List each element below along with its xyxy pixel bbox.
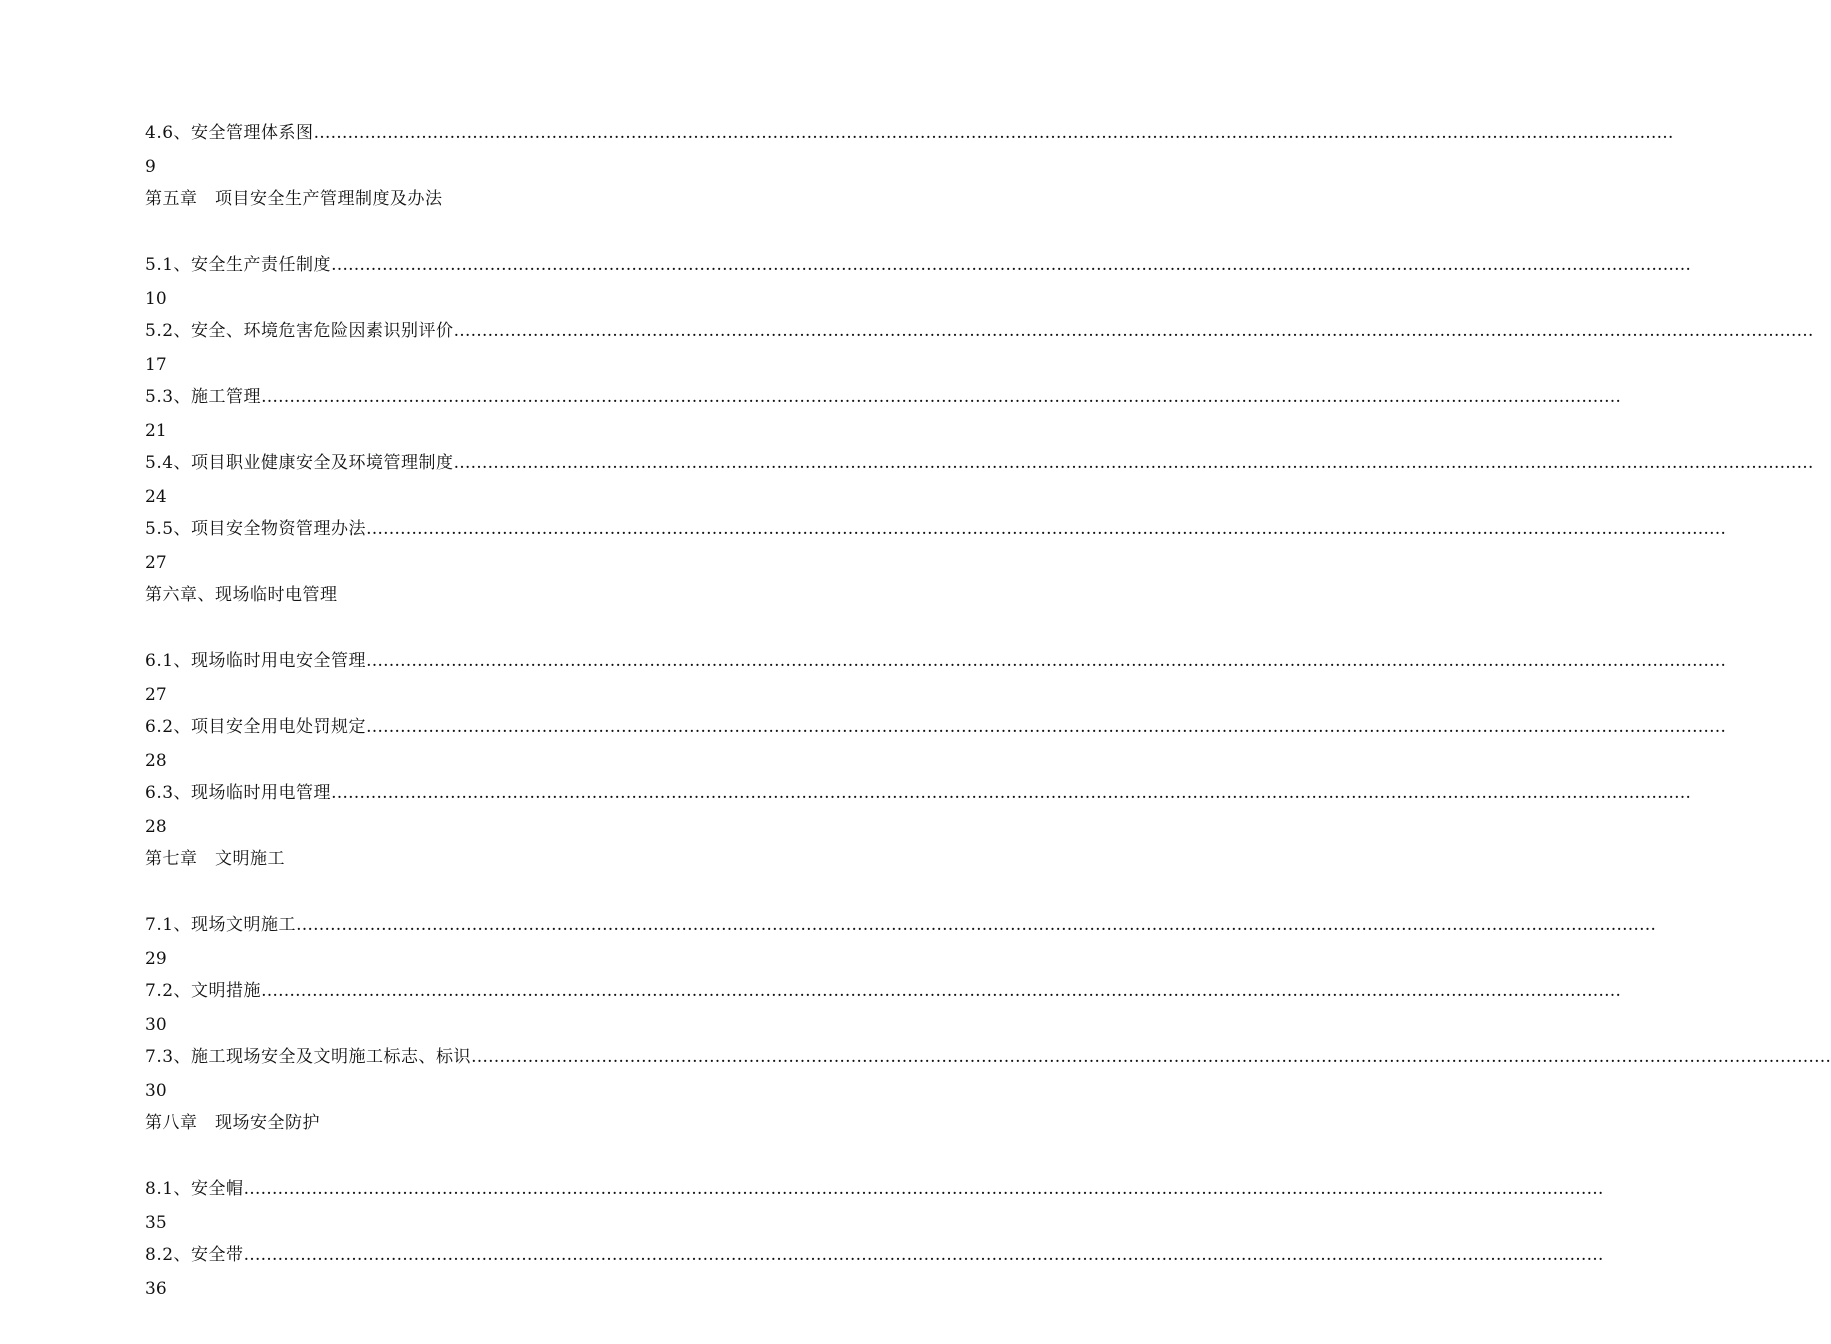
toc-entry[interactable] (145, 382, 1622, 448)
toc-entry[interactable] (145, 316, 1814, 382)
page-number: 28 (145, 751, 167, 771)
entry-title: 6.3、现场临时用电管理 (145, 783, 332, 803)
dot-leader: …………………………………………………………………………………………………………………………………………………………………………………………………………………… (471, 1047, 1831, 1067)
entry-title: 7.2、文明措施 (145, 981, 262, 1001)
dot-leader: …………………………………………………………………………………………………………………………………………………………………………………………………………………… (296, 915, 1657, 935)
toc-entry[interactable] (145, 1240, 1604, 1306)
toc-chapter-heading (145, 844, 847, 910)
page-number: 27 (145, 685, 167, 705)
dot-leader: …………………………………………………………………………………………………………………………………………………………………………………………………………………… (261, 981, 1622, 1001)
toc-chapter-heading (145, 184, 847, 250)
dot-leader: …………………………………………………………………………………………………………………………………………………………………………………………………………………… (331, 783, 1692, 803)
toc-line (145, 778, 1692, 812)
toc-line (145, 910, 1657, 944)
toc-entry[interactable] (145, 448, 1814, 514)
toc-line (145, 316, 1814, 350)
entry-title: 6.2、项目安全用电处罚规定 (145, 717, 367, 737)
toc-line (145, 976, 1622, 1010)
toc-chapter-heading (145, 1108, 847, 1174)
toc-entry[interactable] (145, 1042, 1831, 1108)
page-number: 30 (145, 1015, 167, 1035)
toc-line (145, 1042, 1831, 1076)
toc-line (145, 1108, 847, 1142)
toc-line (145, 580, 847, 614)
toc-entry[interactable] (145, 976, 1622, 1042)
chapter-title: 第八章 现场安全防护 (145, 1113, 320, 1133)
dot-leader: …………………………………………………………………………………………………………………………………………………………………………………………………………………… (243, 1179, 1604, 1199)
dot-leader: …………………………………………………………………………………………………………………………………………………………………………………………………………………… (366, 717, 1727, 737)
toc-line (145, 448, 1814, 482)
dot-leader: …………………………………………………………………………………………………………………………………………………………………………………………………………………… (366, 519, 1727, 539)
page-number: 21 (145, 421, 167, 441)
entry-title: 8.2、安全带 (145, 1245, 244, 1265)
page-number: 30 (145, 1081, 167, 1101)
toc-line (145, 646, 1727, 680)
toc-line (145, 382, 1622, 416)
page-number: 35 (145, 1213, 167, 1233)
page-number: 9 (145, 157, 156, 177)
entry-title: 6.1、现场临时用电安全管理 (145, 651, 367, 671)
page-number: 17 (145, 355, 167, 375)
entry-title: 7.1、现场文明施工 (145, 915, 297, 935)
dot-leader: …………………………………………………………………………………………………………………………………………………………………………………………………………………… (453, 321, 1814, 341)
page-number: 28 (145, 817, 167, 837)
toc-entry[interactable] (145, 712, 1727, 778)
dot-leader: …………………………………………………………………………………………………………………………………………………………………………………………………………………… (261, 387, 1622, 407)
toc-chapter-heading (145, 580, 847, 646)
toc-line (145, 118, 1674, 152)
page-number: 27 (145, 553, 167, 573)
entry-title: 7.3、施工现场安全及文明施工标志、标识 (145, 1047, 472, 1067)
toc-line (145, 712, 1727, 746)
page-number: 24 (145, 487, 167, 507)
entry-title: 5.2、安全、环境危害危险因素识别评价 (145, 321, 454, 341)
toc-entry[interactable] (145, 646, 1727, 712)
toc-line (145, 250, 1692, 284)
dot-leader: …………………………………………………………………………………………………………………………………………………………………………………………………………………… (366, 651, 1727, 671)
toc-entry[interactable] (145, 910, 1657, 976)
entry-title: 8.1、安全帽 (145, 1179, 244, 1199)
entry-title: 5.3、施工管理 (145, 387, 262, 407)
toc-entry[interactable] (145, 250, 1692, 316)
dot-leader: …………………………………………………………………………………………………………………………………………………………………………………………………………………… (313, 123, 1674, 143)
toc-line (145, 514, 1727, 548)
entry-title: 5.1、安全生产责任制度 (145, 255, 332, 275)
toc-entry[interactable] (145, 778, 1692, 844)
entry-title: 5.4、项目职业健康安全及环境管理制度 (145, 453, 454, 473)
toc-entry[interactable] (145, 514, 1727, 580)
table-of-contents (145, 118, 1831, 1306)
toc-line (145, 844, 847, 878)
toc-entry[interactable] (145, 1174, 1604, 1240)
dot-leader: …………………………………………………………………………………………………………………………………………………………………………………………………………………… (243, 1245, 1604, 1265)
chapter-title: 第六章、现场临时电管理 (145, 585, 338, 605)
page-number: 10 (145, 289, 167, 309)
page-number: 29 (145, 949, 167, 969)
toc-line (145, 1174, 1604, 1208)
toc-line (145, 1240, 1604, 1274)
chapter-title: 第五章 项目安全生产管理制度及办法 (145, 189, 443, 209)
dot-leader: …………………………………………………………………………………………………………………………………………………………………………………………………………………… (331, 255, 1692, 275)
page-number: 36 (145, 1279, 167, 1299)
chapter-title: 第七章 文明施工 (145, 849, 285, 869)
dot-leader: …………………………………………………………………………………………………………………………………………………………………………………………………………………… (453, 453, 1814, 473)
toc-line (145, 184, 847, 218)
toc-entry[interactable] (145, 118, 1674, 184)
entry-title: 4.6、安全管理体系图 (145, 123, 314, 143)
entry-title: 5.5、项目安全物资管理办法 (145, 519, 367, 539)
